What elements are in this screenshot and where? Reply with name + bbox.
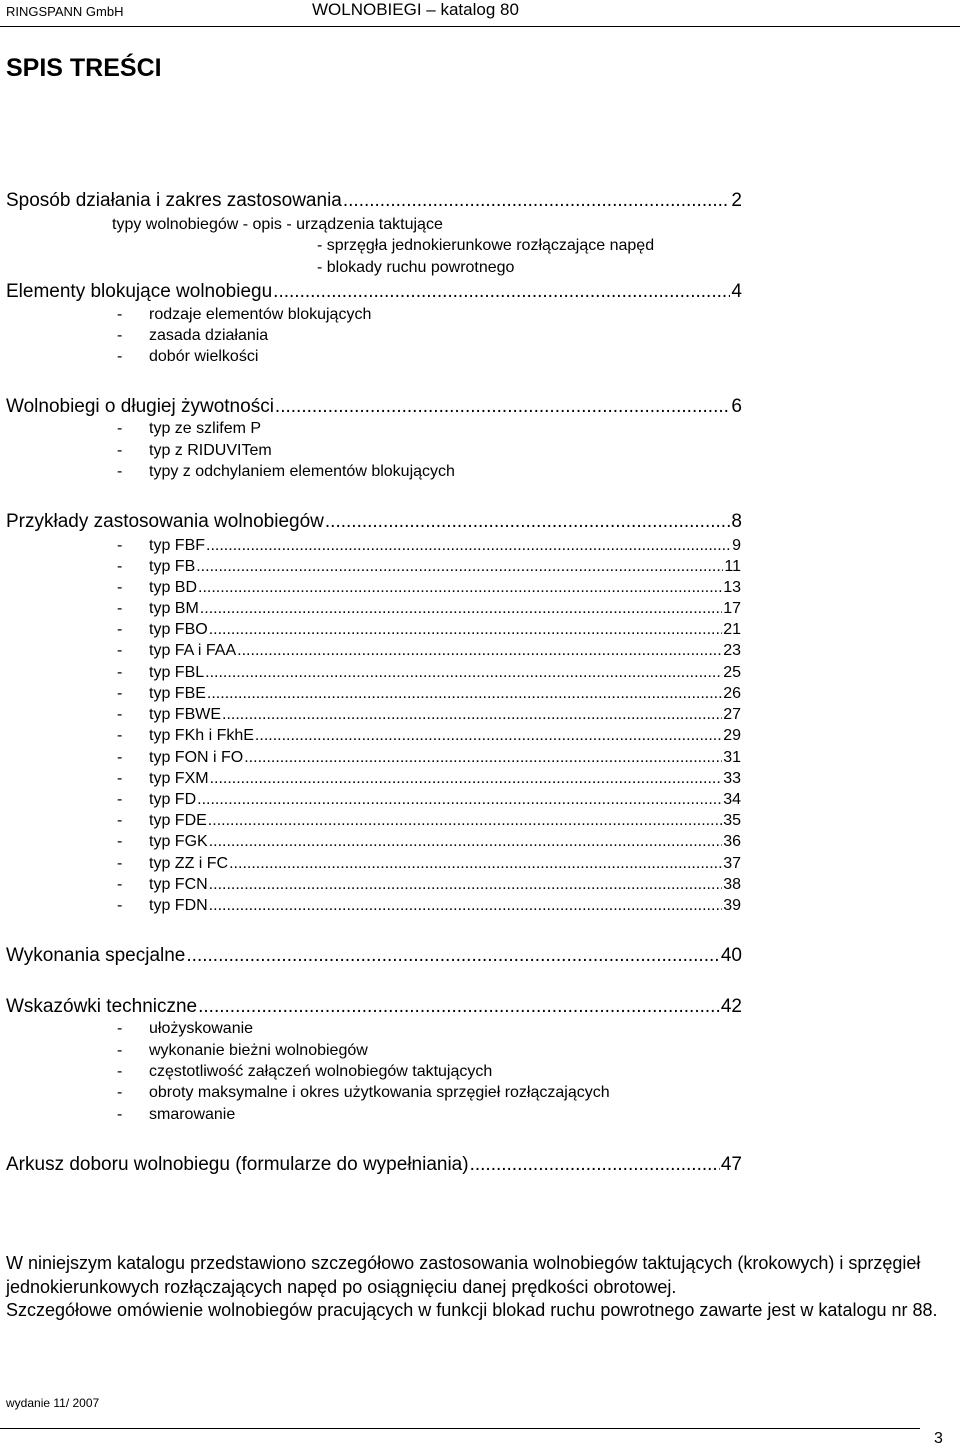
toc-subentry-label: typ ZZ i FC <box>149 855 229 872</box>
toc-subentry-fxm[interactable] <box>149 770 741 788</box>
list-dash: - <box>117 642 123 659</box>
toc-subentry-page: 34 <box>723 791 741 808</box>
list-dash: - <box>117 442 123 459</box>
toc-leader-dots <box>343 190 731 212</box>
toc-entry-sposob-dzialania[interactable] <box>6 190 742 212</box>
toc-entry-elementy-blokujace[interactable] <box>6 281 742 303</box>
footer-divider <box>0 1428 920 1429</box>
toc-subitem: dobór wielkości <box>149 348 259 365</box>
toc-leader-dots <box>206 537 731 555</box>
toc-leader-dots <box>325 511 731 533</box>
toc-subentry-fon-fo[interactable] <box>149 749 741 767</box>
toc-subitem: typ z RIDUVITem <box>149 442 272 459</box>
toc-subentry-bd[interactable] <box>149 579 741 597</box>
list-dash: - <box>117 791 123 808</box>
list-dash: - <box>117 420 123 437</box>
toc-subitem: smarowanie <box>149 1106 236 1123</box>
toc-entry-title: Wykonania specjalne <box>6 945 186 966</box>
toc-subentry-label: typ FBE <box>149 685 206 702</box>
toc-leader-dots <box>197 791 722 809</box>
toc-leader-dots <box>196 558 723 576</box>
toc-entry-title: Wskazówki techniczne <box>6 996 198 1017</box>
list-dash: - <box>117 876 123 893</box>
toc-leader-dots <box>209 833 723 851</box>
toc-subentry-label: typ FBL <box>149 664 205 681</box>
toc-subentry-fbl[interactable] <box>149 664 741 682</box>
toc-subitem: rodzaje elementów blokujących <box>149 306 372 323</box>
intro-paragraph: W niniejszym katalogu przedstawiono szczegółowo zastosowania wolnobiegów taktujących (krokowych) i sprzęgieł jednokierunkowych rozłączających napęd po osiągnięciu danej prędkości obrotowej. <box>6 1253 921 1297</box>
list-dash: - <box>117 1106 123 1123</box>
toc-subentry-fkh-fkhe[interactable] <box>149 727 741 745</box>
toc-subentry-label: typ FDE <box>149 812 207 829</box>
intro-text <box>6 1252 950 1323</box>
list-dash: - <box>117 664 123 681</box>
toc-leader-dots <box>237 642 722 660</box>
toc-leader-dots <box>209 876 723 894</box>
toc-leader-dots <box>198 579 722 597</box>
list-dash: - <box>117 749 123 766</box>
list-dash: - <box>117 348 123 365</box>
toc-entry-page: 42 <box>720 996 742 1017</box>
toc-leader-dots <box>208 812 722 830</box>
toc-leader-dots <box>244 749 722 767</box>
list-dash: - <box>117 1042 123 1059</box>
list-dash: - <box>117 1063 123 1080</box>
toc-subitem: obroty maksymalne i okres użytkowania sprzęgieł rozłączających <box>149 1084 610 1101</box>
toc-leader-dots <box>200 600 722 618</box>
toc-subentry-page: 26 <box>723 685 741 702</box>
toc-subentry-fde[interactable] <box>149 812 741 830</box>
toc-entry-wolnobiegi-dlugiej-zywotnosci[interactable] <box>6 396 742 418</box>
toc-leader-dots <box>255 727 722 745</box>
toc-leader-dots <box>198 996 720 1018</box>
toc-subentry-fbf[interactable] <box>149 537 741 555</box>
toc-subitem: ułożyskowanie <box>149 1020 254 1037</box>
toc-entry-title: Wolnobiegi o długiej żywotności <box>6 396 274 417</box>
list-dash: - <box>117 855 123 872</box>
list-dash: - <box>117 897 123 914</box>
toc-subline: - blokady ruchu powrotnego <box>317 259 515 276</box>
toc-subentry-fcn[interactable] <box>149 876 741 894</box>
footer-edition: wydanie 11/ 2007 <box>6 1396 100 1410</box>
toc-subentry-label: typ FON i FO <box>149 749 244 766</box>
list-dash: - <box>117 1084 123 1101</box>
list-dash: - <box>117 579 123 596</box>
toc-subitem: typy z odchylaniem elementów blokujących <box>149 463 455 480</box>
header-company: RINGSPANN GmbH <box>6 4 124 19</box>
toc-subentry-label: typ FDN <box>149 897 208 914</box>
toc-subentry-page: 36 <box>723 833 741 850</box>
header-title: WOLNOBIEGI – katalog 80 <box>312 0 519 19</box>
toc-entry-wskazowki-techniczne[interactable] <box>6 996 742 1018</box>
toc-subentry-fbwe[interactable] <box>149 706 741 724</box>
toc-entry-page: 4 <box>731 281 742 302</box>
toc-leader-dots <box>205 664 722 682</box>
toc-subentry-label: typ FBF <box>149 537 206 554</box>
toc-subentry-label: typ FGK <box>149 833 208 850</box>
toc-subitem: częstotliwość załączeń wolnobiegów taktujących <box>149 1063 493 1080</box>
toc-subentry-label: typ BM <box>149 600 199 617</box>
toc-subentry-page: 39 <box>723 897 741 914</box>
list-dash: - <box>117 537 123 554</box>
toc-entry-title: Przykłady zastosowania wolnobiegów <box>6 511 324 532</box>
list-dash: - <box>117 463 123 480</box>
toc-subentry-page: 35 <box>723 812 741 829</box>
toc-leader-dots <box>207 685 722 703</box>
list-dash: - <box>117 600 123 617</box>
list-dash: - <box>117 812 123 829</box>
list-dash: - <box>117 833 123 850</box>
list-dash: - <box>117 621 123 638</box>
toc-subentry-page: 21 <box>723 621 741 638</box>
toc-subentry-fbe[interactable] <box>149 685 741 703</box>
toc-entry-arkusz-doboru[interactable] <box>6 1154 742 1176</box>
toc-subentry-label: typ FA i FAA <box>149 642 237 659</box>
toc-entry-page: 8 <box>731 511 742 532</box>
toc-entry-page: 2 <box>731 190 742 211</box>
toc-subentry-bm[interactable] <box>149 600 741 618</box>
list-dash: - <box>117 558 123 575</box>
toc-subentry-label: typ BD <box>149 579 198 596</box>
toc-subentry-page: 23 <box>723 642 741 659</box>
toc-subentry-fa-faa[interactable] <box>149 642 741 660</box>
toc-subentry-fdn[interactable] <box>149 897 741 915</box>
toc-subitem: zasada działania <box>149 327 269 344</box>
list-dash: - <box>117 727 123 744</box>
toc-subentry-page: 25 <box>723 664 741 681</box>
toc-entry-title: Sposób działania i zakres zastosowania <box>6 190 342 211</box>
toc-leader-dots <box>210 770 723 788</box>
toc-entry-wykonania-specjalne[interactable] <box>6 945 742 967</box>
list-dash: - <box>117 706 123 723</box>
toc-subentry-page: 27 <box>723 706 741 723</box>
toc-entry-title: Elementy blokujące wolnobiegu <box>6 281 273 302</box>
list-dash: - <box>117 770 123 787</box>
intro-paragraph: Szczegółowe omówienie wolnobiegów pracujących w funkcji blokad ruchu powrotnego zawarte jest w katalogu nr 88. <box>6 1300 938 1320</box>
toc-entry-page: 6 <box>731 396 742 417</box>
toc-subentry-zz-fc[interactable] <box>149 855 741 873</box>
toc-entry-przyklady-zastosowania[interactable] <box>6 511 742 533</box>
toc-subentry-page: 29 <box>723 727 741 744</box>
toc-subitem: typ ze szlifem P <box>149 420 262 437</box>
toc-entry-page: 47 <box>720 1154 742 1175</box>
toc-leader-dots <box>186 945 719 967</box>
toc-subentry-page: 38 <box>723 876 741 893</box>
list-dash: - <box>117 1020 123 1037</box>
toc-subentry-page: 9 <box>732 537 741 554</box>
toc-subentry-page: 13 <box>723 579 741 596</box>
toc-leader-dots <box>470 1154 720 1176</box>
toc-subentry-label: typ FB <box>149 558 196 575</box>
toc-leader-dots <box>275 396 731 418</box>
toc-subentry-page: 31 <box>723 749 741 766</box>
toc-subentry-page: 11 <box>724 558 741 575</box>
list-dash: - <box>117 306 123 323</box>
toc-subentry-page: 17 <box>723 600 741 617</box>
toc-entry-title: Arkusz doboru wolnobiegu (formularze do wypełniania) <box>6 1154 469 1175</box>
list-dash: - <box>117 685 123 702</box>
toc-subentry-page: 37 <box>723 855 741 872</box>
toc-subline: - sprzęgła jednokierunkowe rozłączające napęd <box>317 237 655 254</box>
toc-subentry-fb[interactable] <box>149 558 741 576</box>
toc-subentry-label: typ FBO <box>149 621 208 638</box>
toc-subentry-label: typ FD <box>149 791 197 808</box>
toc-title: SPIS TREŚCI <box>6 54 162 82</box>
toc-subentry-label: typ FBWE <box>149 706 222 723</box>
toc-subentry-fbo[interactable] <box>149 621 741 639</box>
list-dash: - <box>117 327 123 344</box>
toc-leader-dots <box>222 706 722 724</box>
toc-subentry-fgk[interactable] <box>149 833 741 851</box>
toc-entry-page: 40 <box>720 945 742 966</box>
toc-subentry-label: typ FXM <box>149 770 209 787</box>
toc-leader-dots <box>209 897 723 915</box>
toc-leader-dots <box>273 281 730 303</box>
toc-subentry-fd[interactable] <box>149 791 741 809</box>
toc-subentry-page: 33 <box>723 770 741 787</box>
page-number: 3 <box>934 1430 943 1447</box>
header-divider <box>0 26 960 27</box>
toc-leader-dots <box>229 855 722 873</box>
toc-subentry-label: typ FCN <box>149 876 208 893</box>
toc-leader-dots <box>209 621 723 639</box>
toc-subline: typy wolnobiegów - opis - urządzenia taktujące <box>112 216 443 233</box>
toc-subitem: wykonanie bieżni wolnobiegów <box>149 1042 368 1059</box>
toc-subentry-label: typ FKh i FkhE <box>149 727 254 744</box>
